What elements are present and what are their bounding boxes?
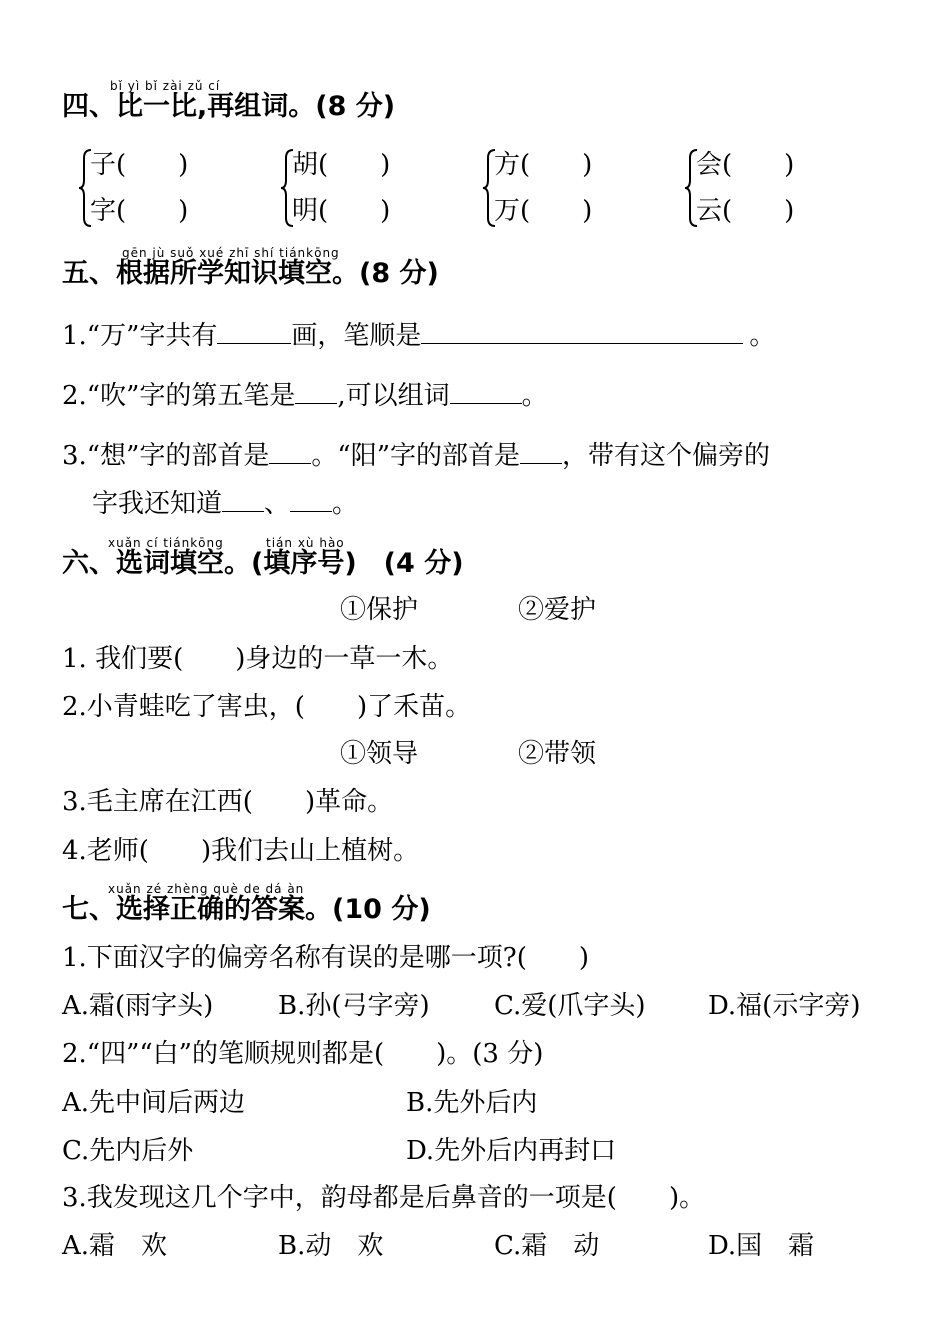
section4-pinyin: bǐ yì bǐ zài zǔ cí <box>110 79 221 93</box>
mc-option-d[interactable]: D.福(示字旁) <box>708 991 861 1021</box>
mc-option-b[interactable]: B.孙(弓字旁) <box>278 991 430 1021</box>
fill-question-3-cont <box>92 488 358 520</box>
question-text: 字我还知道 <box>92 489 223 519</box>
mc-option-a[interactable]: A.先中间后两边 <box>62 1088 246 1118</box>
answer-blank[interactable] <box>269 441 311 464</box>
choice-question-1: 1. 我们要( )身边的一草一木。 <box>62 644 454 674</box>
mc-option-b[interactable]: B.先外后内 <box>406 1088 538 1118</box>
pair-bottom-char: 字( ) <box>90 196 189 226</box>
mc-option-d[interactable]: D.国 霜 <box>708 1231 815 1261</box>
answer-blank[interactable] <box>290 489 332 512</box>
mc-question-1: 1.下面汉字的偏旁名称有误的是哪一项?( ) <box>62 943 590 973</box>
word-choice-4: ②带领 <box>518 739 597 769</box>
section7-pinyin: xuǎn zé zhèng què de dá àn <box>108 882 305 896</box>
pair-bottom-char: 万( ) <box>494 196 593 226</box>
mc-option-c[interactable]: C.先内后外 <box>62 1136 194 1166</box>
section7-title: 七、选择正确的答案。(10 分) <box>62 894 431 925</box>
pair-bottom-char: 明( ) <box>292 196 391 226</box>
fill-question-1 <box>62 320 775 352</box>
mc-option-c[interactable]: C.霜 动 <box>494 1231 600 1261</box>
question-text: ，带有这个偏旁的 <box>562 441 771 471</box>
question-text: 。 <box>521 381 548 411</box>
mc-question-2: 2.“四”“白”的笔顺规则都是( )。(3 分) <box>62 1039 544 1069</box>
word-choice-3: ①领导 <box>340 739 419 769</box>
question-text: ,可以组词 <box>337 381 450 411</box>
fill-question-3 <box>62 440 770 472</box>
answer-blank[interactable] <box>421 321 743 344</box>
question-text: 、 <box>264 489 291 519</box>
mc-option-c[interactable]: C.爱(爪字头) <box>494 991 646 1021</box>
question-text: 画，笔顺是 <box>291 321 422 351</box>
mc-option-d[interactable]: D.先外后内再封口 <box>406 1136 617 1166</box>
answer-blank[interactable] <box>520 441 562 464</box>
question-text: 2.“吹”字的第五笔是 <box>62 381 296 411</box>
section5-pinyin: gēn jù suǒ xué zhī shí tiánkōng <box>122 246 340 260</box>
answer-blank[interactable] <box>450 381 522 404</box>
choice-question-3: 3.毛主席在江西( )革命。 <box>62 787 394 817</box>
mc-option-a[interactable]: A.霜(雨字头) <box>62 991 214 1021</box>
question-text: 。“阳”字的部首是 <box>311 441 520 471</box>
section5-title: 五、根据所学知识填空。(8 分) <box>62 258 439 289</box>
choice-question-2: 2.小青蛙吃了害虫，( )了禾苗。 <box>62 692 472 722</box>
section6-title: 六、选词填空。(填序号) (4 分) <box>62 548 464 579</box>
pair-top-char: 子( ) <box>90 150 189 180</box>
choice-question-4: 4.老师( )我们去山上植树。 <box>62 836 420 866</box>
word-choice-1: ①保护 <box>340 595 419 625</box>
section6-pinyin: xuǎn cí tiánkōng <box>108 536 224 550</box>
fill-question-2 <box>62 380 548 412</box>
word-choice-2: ②爱护 <box>518 595 597 625</box>
section6-pinyin-2: tián xù hào <box>266 536 345 550</box>
mc-question-3: 3.我发现这几个字中，韵母都是后鼻音的一项是( )。 <box>62 1183 706 1213</box>
pair-top-char: 胡( ) <box>292 150 391 180</box>
pair-bottom-char: 云( ) <box>696 196 795 226</box>
section4-title: 四、比一比,再组词。(8 分) <box>62 91 396 122</box>
question-text: 。 <box>749 321 776 351</box>
answer-blank[interactable] <box>295 381 337 404</box>
pair-top-char: 方( ) <box>494 150 593 180</box>
answer-blank[interactable] <box>222 489 264 512</box>
mc-option-b[interactable]: B.动 欢 <box>278 1231 384 1261</box>
pair-top-char: 会( ) <box>696 150 795 180</box>
question-text: 。 <box>332 489 359 519</box>
question-text: 1.“万”字共有 <box>62 321 218 351</box>
answer-blank[interactable] <box>217 321 291 344</box>
question-text: 3.“想”字的部首是 <box>62 441 270 471</box>
mc-option-a[interactable]: A.霜 欢 <box>62 1231 168 1261</box>
